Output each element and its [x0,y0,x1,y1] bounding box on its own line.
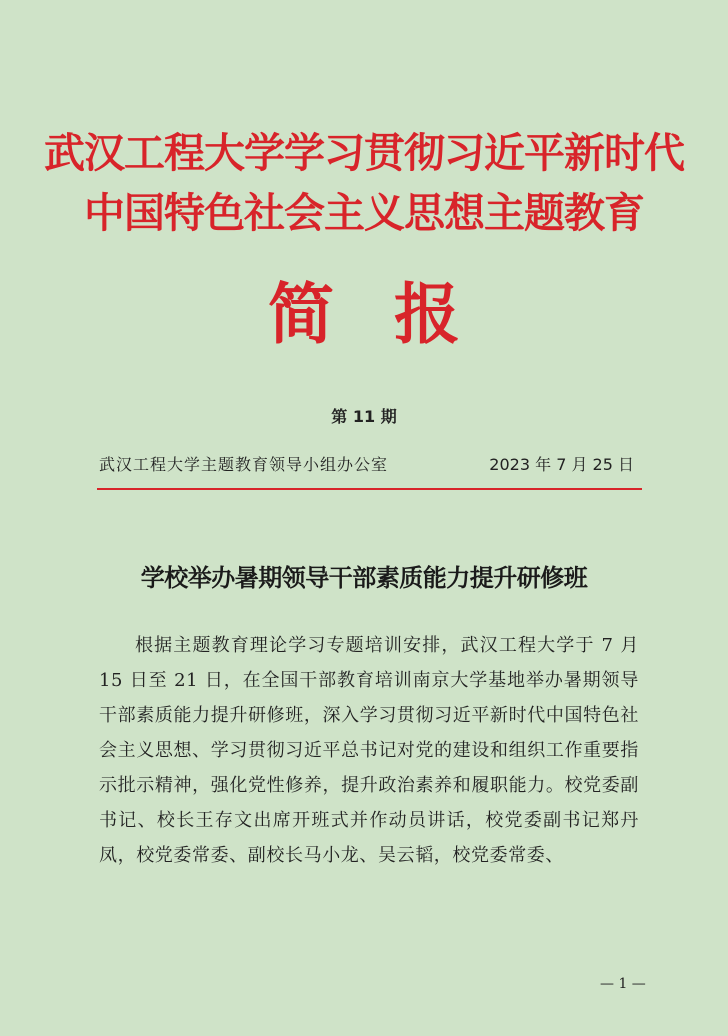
issue-number: 第 11 期 [331,407,397,426]
page-number: — 1 — [600,976,646,992]
masthead-line-1: 武汉工程大学学习贯彻习近平新时代 [44,129,684,177]
red-divider [97,488,642,490]
issuing-office: 武汉工程大学主题教育领导小组办公室 [99,455,389,474]
article-headline: 学校举办暑期领导干部素质能力提升研修班 [140,563,588,592]
masthead-line-2: 中国特色社会主义思想主题教育 [84,189,644,237]
issuer-row [99,452,634,476]
bulletin-title: 简报 [268,275,520,353]
article-body: 根据主题教育理论学习专题培训安排，武汉工程大学于 7 月 15 日至 21 日，在全国干部教育培训南京大学基地举办暑期领导干部素质能力提升研修班，深入学习贯彻习近平新时代中国特色社会主义思想、学习贯彻习近平总书记对党的建设和组织工作重要指示批示精神，强化党性修养，提升政治素养和履职能力。校党委副书记、校长王存文出席开班式并作动员讲话，校党委副书记郑丹凤，校党委常委、副校长马小龙、吴云韬，校党委常委、 [99,635,639,866]
issue-date: 2023 年 7 月 25 日 [489,455,634,474]
